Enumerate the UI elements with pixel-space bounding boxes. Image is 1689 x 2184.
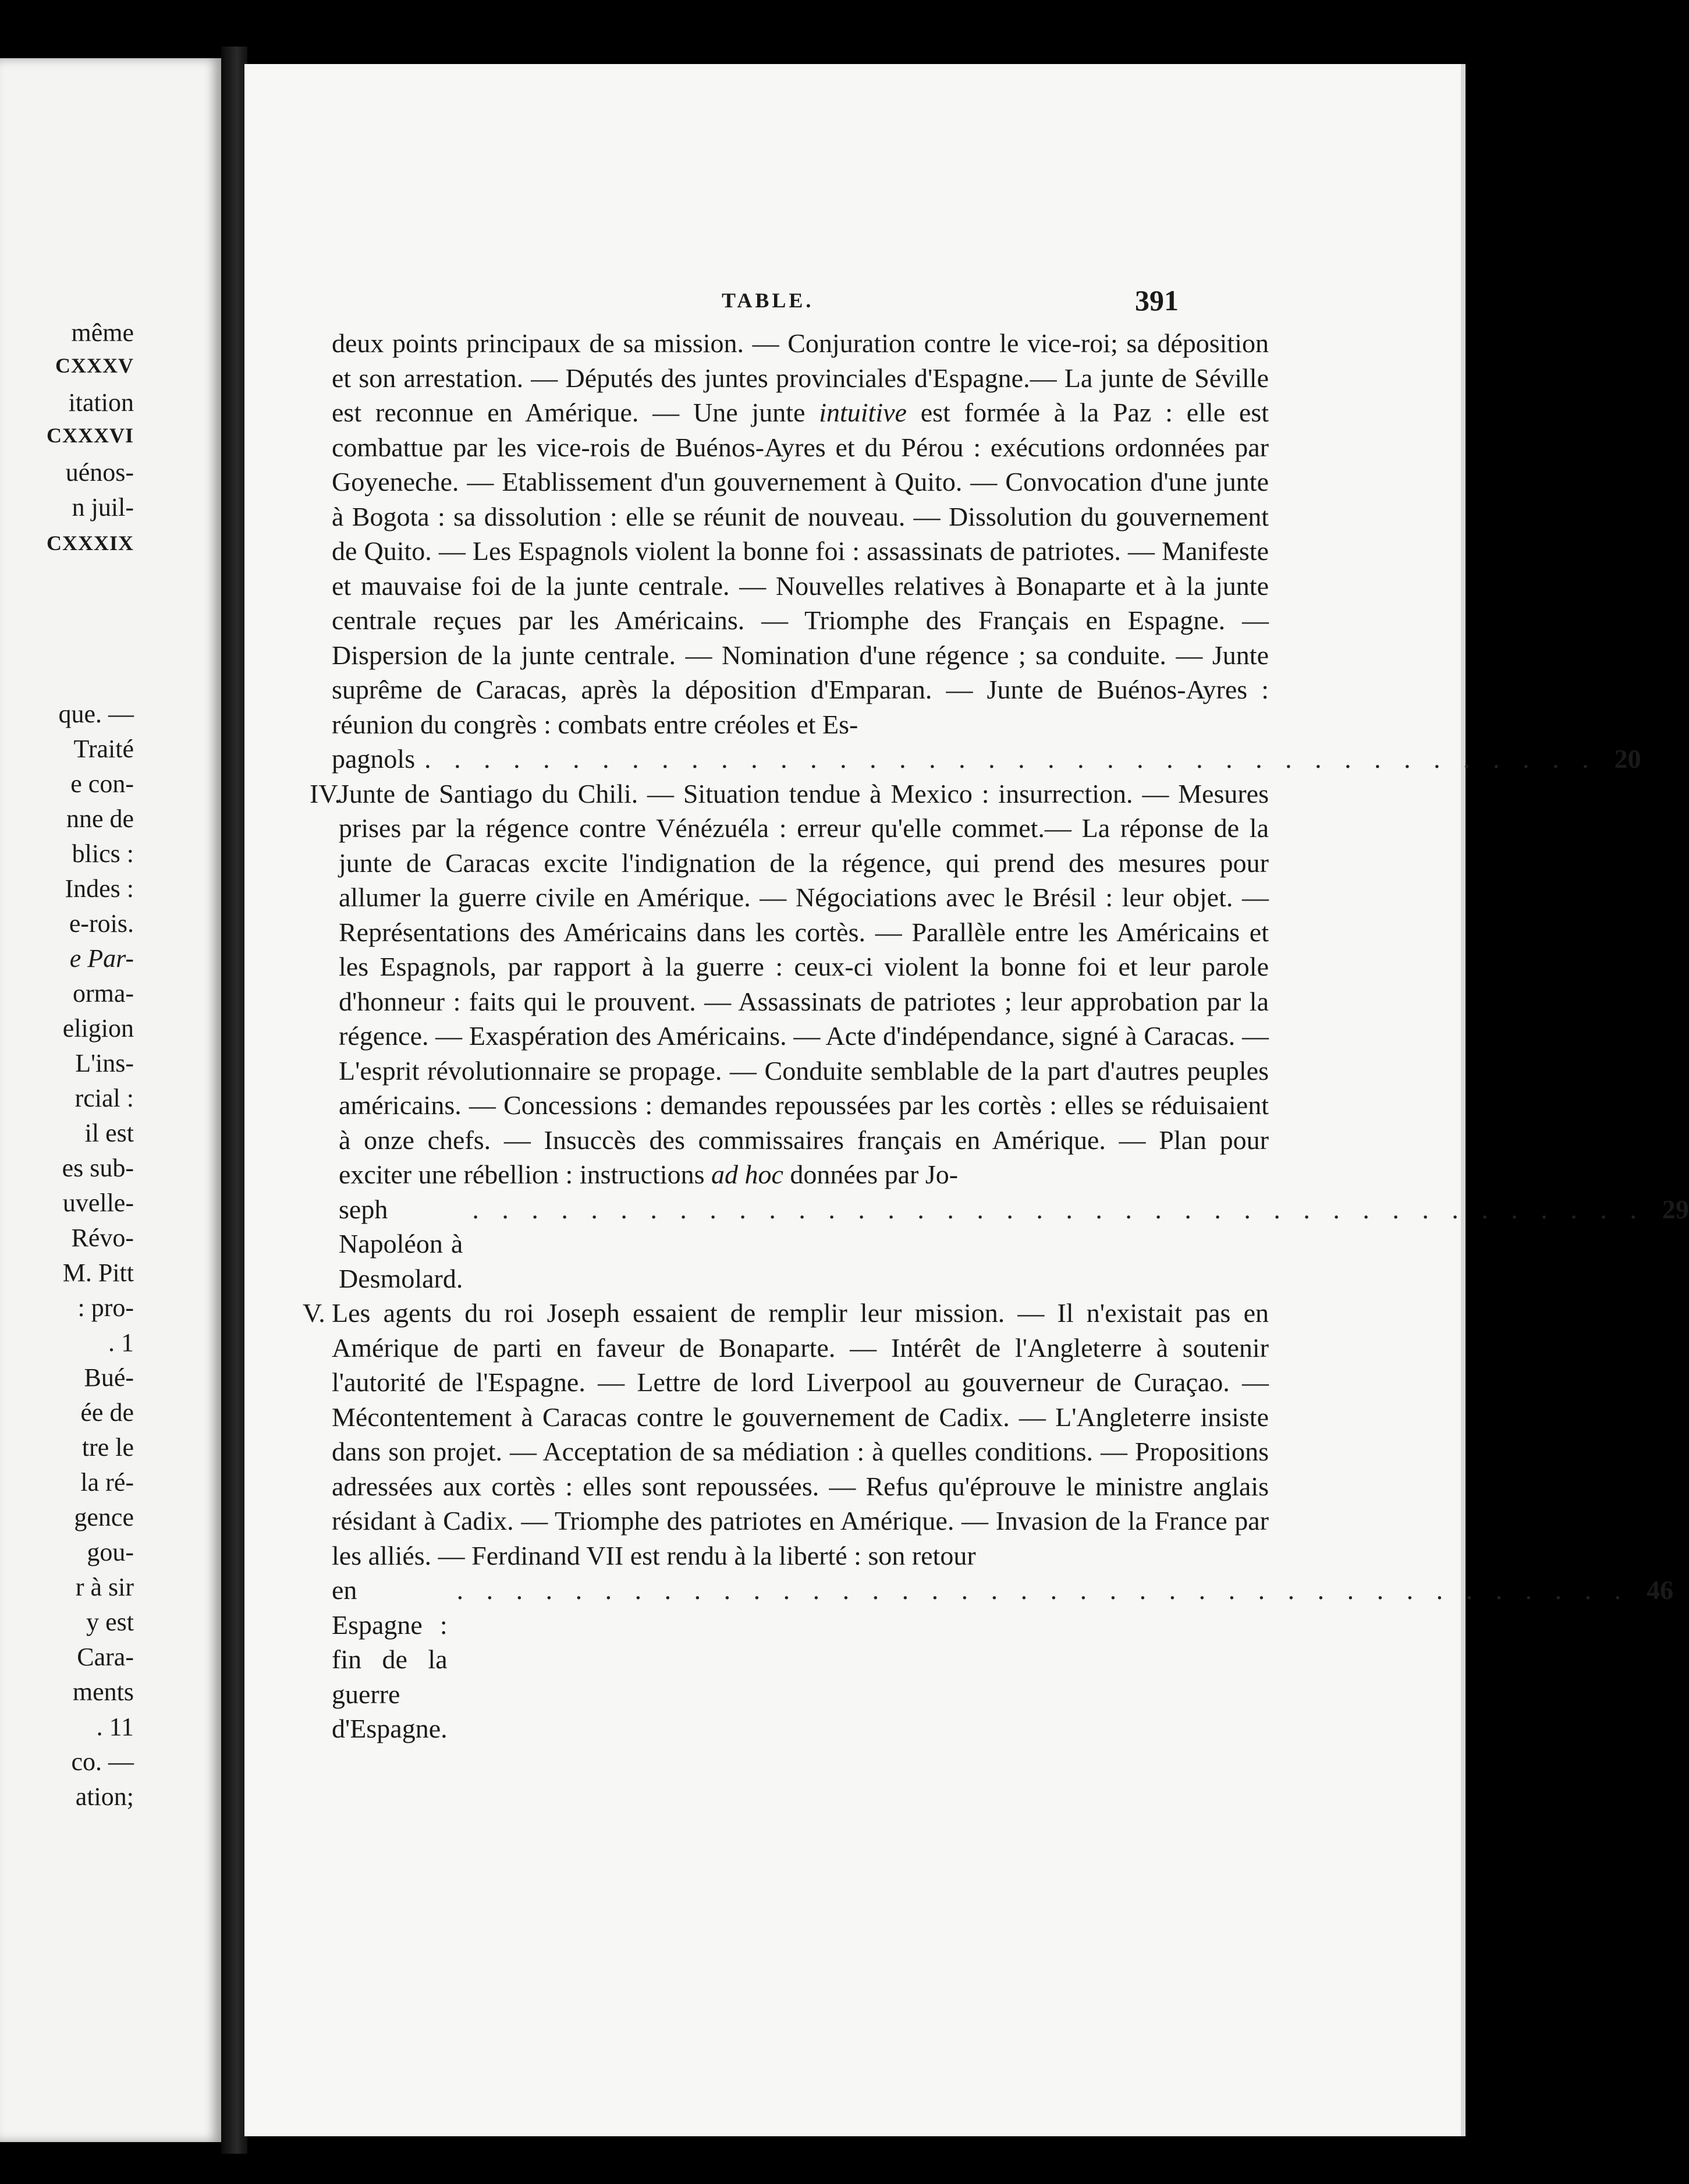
- entry-number: IV.: [310, 778, 342, 809]
- facing-page-text-fragment: CXXXVI: [47, 424, 134, 447]
- dot-leader: . . . . . . . . . . . . . . . . . . . . . . . . . . . . . . . . . . . . . . . .: [424, 744, 1597, 774]
- facing-page-text-fragment: n juil-: [72, 493, 134, 522]
- entry-tail: [332, 1573, 1674, 1746]
- entry-tail-text: pagnols: [332, 744, 416, 774]
- entry-tail: [339, 1192, 1689, 1296]
- facing-page-text-fragment: Traité: [73, 735, 134, 763]
- facing-page-text-fragment: e Par-: [69, 944, 134, 973]
- facing-page-text-fragment: CXXXV: [55, 354, 134, 377]
- toc-entry-iv: [310, 777, 1689, 1296]
- facing-page-text-fragment: uénos-: [65, 458, 134, 487]
- entry-number: V.: [303, 1298, 325, 1328]
- facing-page-text-fragment: uvelle-: [62, 1189, 134, 1217]
- entry-tail: [332, 742, 1641, 777]
- italic-term: ad hoc: [711, 1160, 783, 1189]
- dot-leader: . . . . . . . . . . . . . . . . . . . . . . . . . . . . . . . . . . . . . . . .: [456, 1575, 1630, 1605]
- facing-page-text-fragment: rcial :: [74, 1084, 134, 1112]
- facing-page-text-fragment: . 1: [108, 1328, 134, 1357]
- facing-page-text-fragment: blics :: [72, 839, 134, 868]
- facing-page-text-fragment: e-rois.: [69, 909, 134, 938]
- facing-page-text-fragment: Révo-: [71, 1224, 134, 1252]
- facing-page-text-fragment: Bué-: [84, 1363, 134, 1392]
- entry-page-number: 29: [1662, 1194, 1689, 1224]
- facing-page-text-fragment: il est: [84, 1119, 134, 1147]
- dot-leader: . . . . . . . . . . . . . . . . . . . . . . . . . . . . . . . . . . . . . . . .: [472, 1194, 1645, 1224]
- entry-page-number: 20: [1614, 744, 1641, 774]
- facing-page-text-fragment: . 11: [96, 1713, 134, 1741]
- entry-text: deux points principaux de sa mission. — Conjuration contre le vice-roi; sa déposition et son arrestation. — Députés des juntes provinciales d'Espagne.— La junte de Séville est reconnue en Amérique. — Une junte intuitive est formée à la Paz : elle est combattue par les vice-rois de Buénos-Ayres et du Pérou : exécutions ordonnées par Goyeneche. — Etablissement d'un gouvernement à Quito. — Convocation d'une junte à Bogota : sa dissolution : elle se réunit de nouveau. — Dissolution du gouvernement de Quito. — Les Espagnols violent la bonne foi : assassinats de patriotes. — Manifeste et mauvaise foi de la junte centrale. — Nouvelles relatives à Bonaparte et à la junte centrale reçues par les Américains. — Triomphe des Français en Espagne. — Dispersion de la junte centrale. — Nomination d'une régence ; sa conduite. — Junte suprême de Caracas, après la déposition d'Emparan. — Junte de Buénos-Ayres : réunion du congrès : combats entre créoles et Es-: [332, 328, 1269, 739]
- book-gutter: [221, 47, 247, 2154]
- italic-term: intuitive: [819, 398, 907, 427]
- facing-page-text-fragment: nne de: [66, 804, 134, 833]
- facing-page-text-fragment: M. Pitt: [62, 1258, 134, 1287]
- entry-page-number: 46: [1647, 1575, 1674, 1605]
- facing-page-left: [0, 58, 221, 2142]
- facing-page-text-fragment: y est: [86, 1608, 134, 1636]
- toc-entry-continued: [332, 326, 1641, 777]
- facing-page-text-fragment: e con-: [70, 770, 134, 798]
- facing-page-text-fragment: gence: [74, 1503, 134, 1531]
- facing-page-text-fragment: es sub-: [62, 1154, 134, 1182]
- facing-page-text-fragment: CXXXIX: [47, 531, 134, 555]
- facing-page-text-fragment: même: [71, 318, 134, 347]
- entry-text: Les agents du roi Joseph essaient de remplir leur mission. — Il n'existait pas en Amérique de parti en faveur de Bonaparte. — Intérêt de l'Angleterre à soutenir l'autorité de l'Espagne. — Lettre de lord Liverpool au gouverneur de Curaçao. — Mécontentement à Caracas contre le gouvernement de Cadix. — L'Angleterre insiste dans son projet. — Acceptation de sa médiation : à quelles conditions. — Propositions adressées aux cortès : elles sont repoussées. — Refus qu'éprouve le ministre anglais résidant à Cadix. — Triomphe des patriotes en Amérique. — Invasion de la France par les alliés. — Ferdinand VII est rendu à la liberté : son retour: [332, 1298, 1269, 1570]
- facing-page-text-fragment: orma-: [72, 979, 134, 1008]
- facing-page-text-fragment: gou-: [87, 1538, 134, 1566]
- facing-page-text-fragment: L'ins-: [75, 1049, 134, 1077]
- book-page-right: [244, 64, 1689, 2136]
- facing-page-text-fragment: Cara-: [77, 1643, 134, 1671]
- table-of-contents: [303, 326, 1689, 1746]
- facing-page-text-fragment: : pro-: [77, 1293, 134, 1322]
- toc-entry-v: [303, 1296, 1674, 1746]
- facing-page-text-fragment: Indes :: [65, 874, 134, 903]
- facing-page-text-fragment: ée de: [80, 1398, 134, 1427]
- facing-page-text-fragment: eligion: [62, 1014, 134, 1043]
- entry-text: Junte de Santiago du Chili. — Situation tendue à Mexico : insurrection. — Mesures prises par la régence contre Vénézuéla : erreur qu'elle commet.— La réponse de la junte de Caracas excite l'indignation de la régence, qui prend des mesures pour allumer la guerre civile en Amérique. — Négociations avec le Brésil : leur objet. — Représentations des Américains dans les cortès. — Parallèle entre les Américains et les Espagnols, par rapport à la guerre : ceux-ci violent la bonne foi et leur parole d'honneur : faits qui le prouvent. — Assassinats de patriotes ; leur approbation par la régence. — Exaspération des Américains. — Acte d'indépendance, signé à Caracas. — L'esprit révolutionnaire se propage. — Conduite semblable de la part d'autres peuples américains. — Concessions : demandes repoussées par les cortès : elles se réduisaient à onze chefs. — Insuccès des commissaires français en Amérique. — Plan pour exciter une rébellion : instructions ad hoc données par Jo-: [339, 778, 1269, 1189]
- facing-page-text-fragment: r à sir: [75, 1573, 134, 1601]
- facing-page-text-fragment: itation: [68, 388, 134, 417]
- facing-page-text-fragment: la ré-: [80, 1468, 134, 1497]
- facing-page-text-fragment: co. —: [71, 1747, 134, 1776]
- facing-page-text-fragment: que. —: [58, 700, 134, 728]
- running-title: TABLE.: [722, 289, 814, 312]
- page-number: 391: [1135, 284, 1179, 317]
- facing-page-text-fragment: tre le: [81, 1433, 134, 1462]
- facing-page-text-fragment: ments: [72, 1678, 134, 1706]
- facing-page-text-fragment: ation;: [75, 1782, 134, 1811]
- entry-tail-text: seph Napoléon à Desmolard.: [339, 1194, 463, 1293]
- entry-tail-text: en Espagne : fin de la guerre d'Espagne.: [332, 1575, 448, 1743]
